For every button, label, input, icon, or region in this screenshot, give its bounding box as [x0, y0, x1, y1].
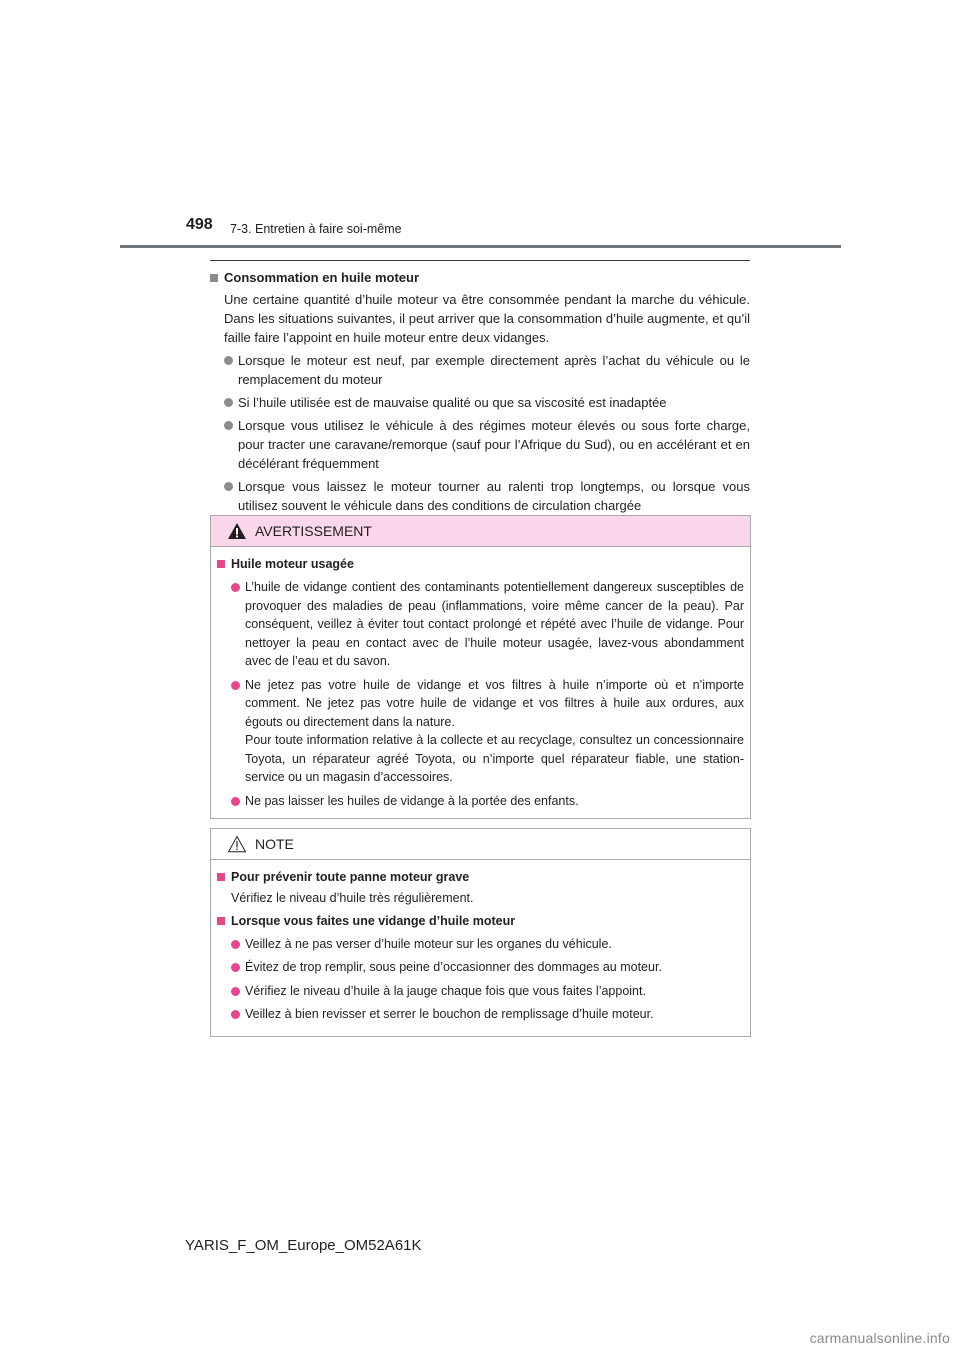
- section-intro: Une certaine quantité d’huile moteur va être consommée pendant la marche du véhicule. Dans les situations suivantes, il peut arriver que la consommation d’huile augmente, et qu’il faille faire l’appoint en huile moteur entre deux vidanges.: [224, 292, 750, 345]
- list-item: [210, 393, 750, 412]
- warning-body: [211, 547, 750, 810]
- note-heading-2-text: Lorsque vous faites une vidange d’huile moteur: [231, 913, 516, 928]
- section-heading-text: Consommation en huile moteur: [224, 270, 420, 285]
- list-item: [217, 578, 744, 671]
- round-bullet-icon: [231, 940, 240, 949]
- note-heading-2: [217, 912, 744, 930]
- list-item: [217, 1005, 744, 1024]
- warning-title: AVERTISSEMENT: [255, 523, 372, 539]
- note-title: NOTE: [255, 836, 294, 852]
- list-item-text: Lorsque vous utilisez le véhicule à des régimes moteur élevés ou sous forte charge, pour tracter une caravane/remorque (sauf pour l’Afrique du Sud), ou en accélérant et en décélérant fréquemment: [238, 418, 750, 471]
- section-divider: [210, 260, 750, 261]
- list-item: [210, 416, 750, 473]
- square-bullet-icon: [217, 917, 225, 925]
- list-item-text: L’huile de vidange contient des contaminants potentiellement dangereux susceptibles de provoquer des maladies de peau (inflammations, voire même cancer de la peau). Par conséquent, veillez à éviter tout contact prolongé et répété avec l’huile de vidange. Pour nettoyer la peau en contact avec de l’huile moteur usagée, lavez-vous abondamment avec de l’eau et du savon.: [245, 580, 744, 668]
- list-item: [217, 935, 744, 954]
- document-code: YARIS_F_OM_Europe_OM52A61K: [185, 1237, 422, 1254]
- header-rule: [120, 245, 841, 248]
- round-bullet-icon: [224, 482, 233, 491]
- warning-box: [210, 515, 751, 819]
- list-item-text: Évitez de trop remplir, sous peine d’occasionner des dommages au moteur.: [245, 960, 662, 974]
- warning-heading-text: Huile moteur usagée: [231, 557, 354, 571]
- note-body: [211, 860, 750, 1024]
- list-item-text: Ne jetez pas votre huile de vidange et vos filtres à huile n’importe où et n’importe comment. Ne jetez pas votre huile de vidange et vos filtres à huile aux ordures, aux égouts ou directement dans la nature. Pour toute information relative à la collecte et au recyclage, consultez un concessionnaire Toyota, un réparateur agréé Toyota, ou n’importe quel réparateur fiable, une station-service ou un magasin d’accessoires.: [245, 677, 744, 784]
- list-item-text: Lorsque le moteur est neuf, par exemple directement après l’achat du véhicule ou le remplacement du moteur: [238, 353, 750, 387]
- square-bullet-icon: [217, 560, 225, 568]
- round-bullet-icon: [231, 583, 240, 592]
- main-content: [210, 260, 750, 519]
- note-box: [210, 828, 751, 1037]
- warning-header: [211, 516, 750, 547]
- round-bullet-icon: [231, 797, 240, 806]
- round-bullet-icon: [231, 681, 240, 690]
- round-bullet-icon: [224, 398, 233, 407]
- list-item: [217, 958, 744, 977]
- list-item-text: Veillez à ne pas verser d’huile moteur sur les organes du véhicule.: [245, 936, 612, 951]
- warning-heading: [217, 555, 744, 573]
- round-bullet-icon: [231, 1010, 240, 1019]
- warning-triangle-icon: [227, 522, 247, 540]
- round-bullet-icon: [224, 356, 233, 365]
- round-bullet-icon: [231, 987, 240, 996]
- round-bullet-icon: [224, 421, 233, 430]
- square-bullet-icon: [210, 274, 218, 282]
- watermark-link[interactable]: carmanualsonline.info: [809, 1330, 950, 1346]
- square-bullet-icon: [217, 873, 225, 881]
- note-heading-1-text: Pour prévenir toute panne moteur grave: [231, 870, 470, 884]
- note-text-1: Vérifiez le niveau d’huile très régulièrement.: [231, 891, 474, 905]
- list-item: [210, 351, 750, 389]
- list-item-text: Lorsque vous laissez le moteur tourner au ralenti trop longtemps, ou lorsque vous utilisez souvent le véhicule dans des conditions de circulation chargée: [238, 479, 750, 513]
- list-item-text: Vérifiez le niveau d’huile à la jauge chaque fois que vous faites l’appoint.: [245, 983, 646, 998]
- list-item: [217, 792, 744, 811]
- page-number: 498: [186, 216, 213, 233]
- caution-triangle-icon: [227, 835, 247, 853]
- list-item: [217, 676, 744, 787]
- section-title: 7-3. Entretien à faire soi-même: [230, 222, 402, 236]
- list-item: [210, 477, 750, 515]
- list-item-text: Si l’huile utilisée est de mauvaise qualité ou que sa viscosité est inadaptée: [238, 395, 667, 410]
- round-bullet-icon: [231, 963, 240, 972]
- section-heading: [210, 269, 750, 287]
- note-heading-1: [217, 868, 744, 886]
- list-item-text: Ne pas laisser les huiles de vidange à la portée des enfants.: [245, 793, 579, 808]
- list-item-text: Veillez à bien revisser et serrer le bouchon de remplissage d’huile moteur.: [245, 1007, 654, 1021]
- list-item: [217, 982, 744, 1001]
- note-header: [211, 829, 750, 860]
